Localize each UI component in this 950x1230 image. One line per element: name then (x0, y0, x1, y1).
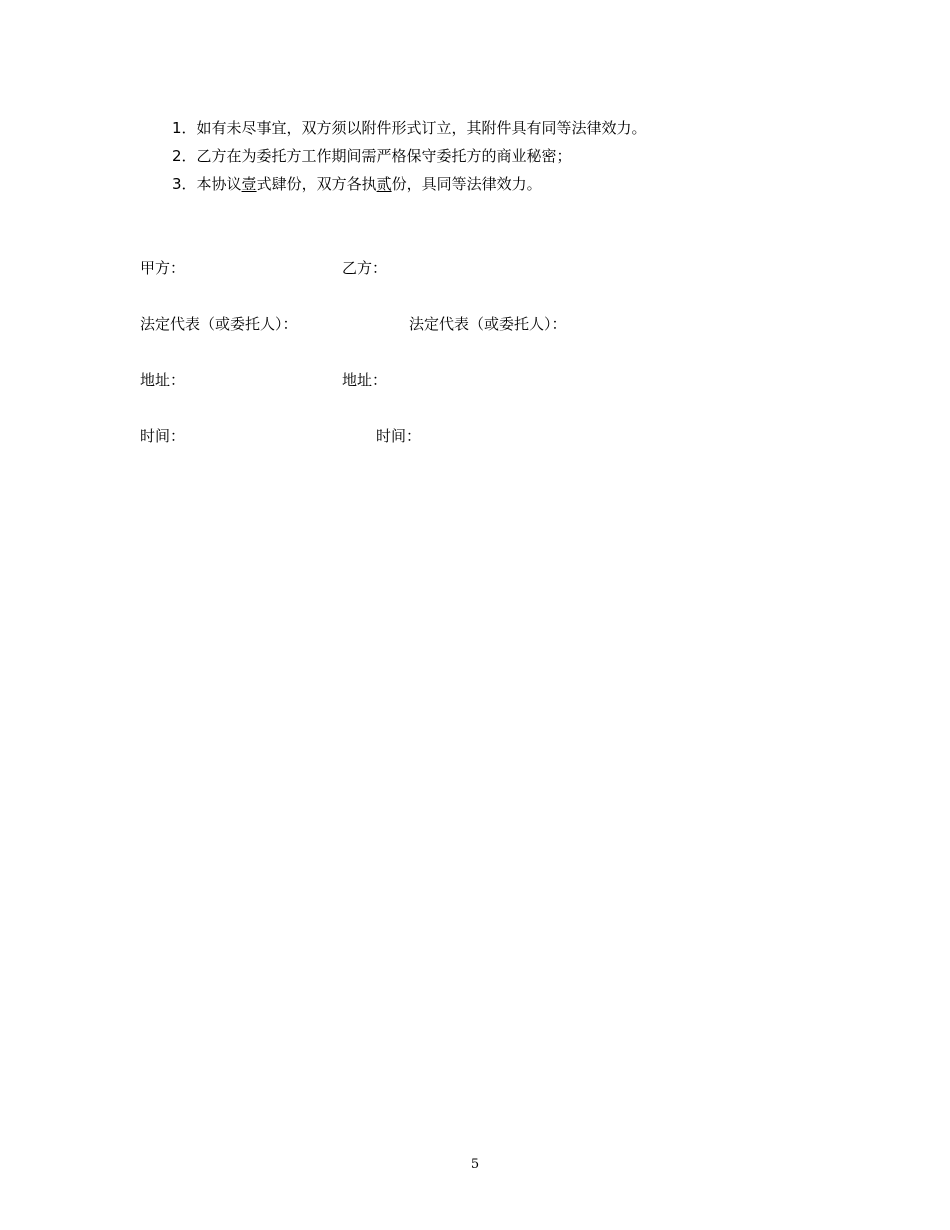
address-a-label: 地址： (140, 371, 186, 389)
clause-3 (172, 174, 542, 194)
clause-3-text-end: 份，具同等法律效力。 (391, 175, 542, 193)
time-a-label: 时间： (140, 427, 186, 445)
clause-2-text: 2．乙方在为委托方工作期间需严格保守委托方的商业秘密； (172, 147, 572, 165)
party-a-label: 甲方： (140, 259, 186, 277)
clause-3-copies-each: 贰 (376, 175, 392, 193)
clause-1 (172, 118, 647, 138)
time-b-label: 时间： (376, 427, 422, 445)
representative-b-label: 法定代表（或委托人）： (409, 315, 567, 333)
clause-3-text-middle: 式肆份，双方各执 (256, 175, 377, 193)
clause-2 (172, 146, 572, 166)
clause-1-text: 1．如有未尽事宜，双方须以附件形式订立，其附件具有同等法律效力。 (172, 119, 647, 137)
clause-3-copies-total: 壹 (241, 175, 257, 193)
address-b-label: 地址： (342, 371, 388, 389)
party-b-label: 乙方： (342, 259, 388, 277)
page-number: 5 (470, 1157, 480, 1172)
clause-3-text-start: 3．本协议 (172, 175, 242, 193)
representative-a-label: 法定代表（或委托人）： (140, 315, 298, 333)
